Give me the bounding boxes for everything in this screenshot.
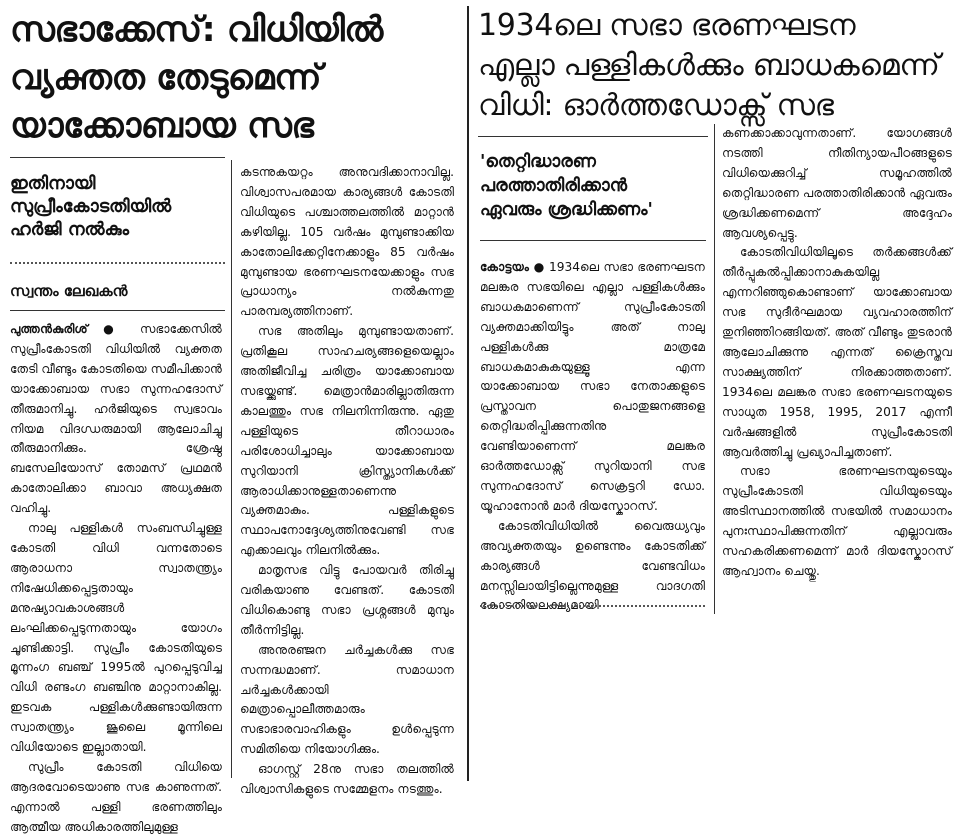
right-col2-para-3: സഭാ ഭരണഘടനയുടെയും സുപ്രീംകോടതി വിധിയുടെയും അടിസ്ഥാനത്തിൽ സഭയിൽ സമാധാനം പുനഃസ്ഥാപിക്കുന്നതിന് എല്ലാവരും സഹകരിക്കണമെന്ന് മാർ ദിയസ്കോറസ് ആഹ്വാനം ചെയ്തു. bbox=[722, 464, 952, 578]
left-headline-line-1: സഭാക്കേസ്: വിധിയിൽ bbox=[10, 10, 383, 50]
right-column-divider bbox=[714, 124, 715, 614]
right-col1-para-1-text: 1934ലെ സഭാ ഭരണഘടന മലങ്കര സഭയിലെ എല്ലാ പള്ളികൾക്കും ബാധകമാണെന്ന് സുപ്രീംകോടതി വ്യക്തമാക്കിയിട്ടും അത് നാലു പള്ളികൾക്കു മാത്രമേ ബാധകമാകുകയുള്ളൂ എന്ന യാക്കോബായ സഭാ നേതാക്കളുടെ പ്രസ്താവന പൊതുജനങ്ങളെ തെറ്റിദ്ധരിപ്പിക്കുന്നതിനു വേണ്ടിയാണെന്ന് മലങ്കര ഓർത്തഡോക്സ് സുറിയാനി സഭ സുന്നഹദോസ് സെക്രട്ടറി ഡോ. യൂഹാനോൻ മാർ ദിയസ്കോറസ്. bbox=[480, 260, 705, 513]
left-byline-rule bbox=[10, 310, 225, 311]
right-headline-line-1: 1934ലെ സഭാ ഭരണഘടന bbox=[478, 8, 856, 43]
right-headline-line-2: എല്ലാ പള്ളികൾക്കും ബാധകമെന്ന് bbox=[478, 48, 940, 83]
left-headline bbox=[10, 6, 460, 150]
left-column-1 bbox=[10, 320, 222, 838]
left-subhead bbox=[10, 172, 225, 241]
left-dateline: പുത്തൻകുരിശ് ● bbox=[10, 322, 125, 336]
left-col2-para-3: മാതൃസഭ വിട്ടു പോയവർ തിരിച്ചു വരികയാണു വേണ്ടത്. കോടതി വിധികൊണ്ടു സഭാ പ്രശ്നങ്ങൾ മുമ്പും തീർന്നിട്ടില്ല. bbox=[240, 563, 454, 637]
left-col2-para-4: അനുരഞ്ജന ചർച്ചകൾക്കു സഭ സന്നദ്ധമാണ്. സമാധാന ചർച്ചകൾക്കായി മെത്രാപ്പൊലീത്തമാരും സഭാഭാരവാഹികളും ഉൾപ്പെടുന്ന സമിതിയെ നിയോഗിക്കും. bbox=[240, 642, 454, 757]
left-col1-para-1 bbox=[10, 320, 222, 519]
left-subhead-line-2: സുപ്രീംകോടതിയിൽ bbox=[10, 196, 172, 217]
left-col1-para-1-text: സഭാക്കേസിൽ സുപ്രീംകോടതി വിധിയിൽ വ്യക്തത തേടി വീണ്ടും കോടതിയെ സമീപിക്കാൻ യാക്കോബായ സഭാ സുന്നഹദോസ് തീരുമാനിച്ചു. ഹർജിയുടെ സ്വഭാവം നിയമ വിദഗ്ധരുമായി ആലോചിച്ചു തീരുമാനിക്കും. ശ്രേഷ്ഠ ബസേലിയോസ് തോമസ് പ്രഥമൻ കാതോലിക്കാ ബാവാ അധ്യക്ഷത വഹിച്ചു. bbox=[10, 322, 223, 516]
story-separator bbox=[467, 6, 469, 781]
right-col1-para-1 bbox=[480, 258, 705, 517]
right-dateline: കോട്ടയം ● bbox=[480, 260, 545, 274]
left-headline-rule bbox=[10, 157, 225, 158]
right-column-1 bbox=[480, 258, 705, 616]
right-col2-para-1: കണക്കാക്കാവുന്നതാണ്. യോഗങ്ങൾ നടത്തി നീതിന്യായപീഠങ്ങളുടെ വിധിയെക്കുറിച്ച് സമൂഹത്തിൽ തെറ്റിദ്ധാരണ പരത്താതിരിക്കാൻ ഏവരും ശ്രദ്ധിക്കണമെന്ന് അദ്ദേഹം ആവശ്യപ്പെട്ടു. bbox=[722, 126, 952, 240]
right-headline-line-3: വിധി: ഓർത്തഡോക്സ് സഭ bbox=[478, 88, 834, 123]
left-col2-para-5: ഓഗസ്റ്റ് 28നു സഭാ തലത്തിൽ വിശ്വാസികളുടെ സമ്മേളനം നടത്തും. bbox=[240, 762, 454, 797]
left-headline-line-2: വ്യക്തത തേടുമെന്ന് bbox=[10, 58, 322, 98]
left-subhead-line-3: ഹർജി നൽകും bbox=[10, 219, 130, 240]
right-col2-para-2: കോടതിവിധിയിലൂടെ തർക്കങ്ങൾക്ക് തീർപ്പുകൽപ്പിക്കാനാകുകയില്ല എന്നറിഞ്ഞുകൊണ്ടാണ് യാക്കോബായ സഭ സുദീർഘമായ വ്യവഹാരത്തിന് തുനിഞ്ഞിറങ്ങിയത്. അത് വീണ്ടും തുടരാൻ ആലോചിക്കുന്നു എന്നത് ക്രൈസ്തവ സാക്ഷ്യത്തിന് നിരക്കാത്തതാണ്. 1934ലെ മലങ്കര സഭാ ഭരണഘടനയുടെ സാധുത 1958, 1995, 2017 എന്നീ വർഷങ്ങളിൽ സുപ്രീംകോടതി ആവർത്തിച്ചു പ്രഖ്യാപിച്ചതാണ്. bbox=[722, 245, 952, 459]
right-pull-quote bbox=[480, 150, 706, 222]
left-col1-para-2: നാലു പള്ളികൾ സംബന്ധിച്ചുള്ള കോടതി വിധി വന്നതോടെ ആരാധനാ സ്വാതന്ത്ര്യം നിഷേധിക്കപ്പെട്ടതായും മനുഷ്യാവകാശങ്ങൾ ലംഘിക്കപ്പെടുന്നതായും യോഗം ചൂണ്ടിക്കാട്ടി. സുപ്രീം കോടതിയുടെ മൂന്നംഗ ബഞ്ച് 1995ൽ പുറപ്പെടുവിച്ച വിധി രണ്ടംഗ ബഞ്ചിനു മാറ്റാനാകില്ല. ഇടവക പള്ളികൾക്കുണ്ടായിരുന്ന സ്വാതന്ത്ര്യം ജൂലൈ മൂന്നിലെ വിധിയോടെ ഇല്ലാതായി. bbox=[10, 521, 222, 755]
left-column-divider bbox=[231, 160, 232, 778]
left-column-2 bbox=[240, 163, 454, 800]
right-column-2 bbox=[722, 124, 952, 582]
right-headline-rule bbox=[478, 136, 708, 137]
right-pull-quote-line-3: ഏവരും ശ്രദ്ധിക്കണം' bbox=[480, 200, 653, 220]
left-subhead-divider bbox=[10, 262, 225, 264]
left-subhead-line-1: ഇതിനായി bbox=[10, 173, 96, 194]
right-column-1-end-divider bbox=[480, 605, 705, 607]
right-pull-quote-line-1: 'തെറ്റിദ്ധാരണ bbox=[480, 152, 596, 172]
right-pull-quote-line-2: പരത്താതിരിക്കാൻ bbox=[480, 176, 627, 196]
left-headline-line-3: യാക്കോബായ സഭ bbox=[10, 106, 314, 146]
left-byline: സ്വന്തം ലേഖകൻ bbox=[10, 282, 128, 300]
left-col2-para-2: സഭ അതിലും മുമ്പുണ്ടായതാണ്. പ്രതികൂല സാഹചര്യങ്ങളെയെല്ലാം അതിജീവിച്ച ചരിത്രം യാക്കോബായ സഭയ്ക്കുണ്ട്. മെത്രാൻമാരില്ലാതിരുന്ന കാലത്തും സഭ നിലനിന്നിരുന്നു. ഏതു പള്ളിയുടെ തീറാധാരം പരിശോധിച്ചാലും യാക്കോബായ സുറിയാനി ക്രിസ്ത്യാനികൾക്ക് ആരാധിക്കാനുള്ളതാണെന്നു വ്യക്തമാകും. പള്ളികളുടെ സ്ഥാപനോദ്ദേശ്യത്തിനുവേണ്ടി സഭ എക്കാലവും നിലനിൽക്കും. bbox=[240, 324, 454, 558]
left-col2-para-1: കടന്നുകയറ്റം അനുവദിക്കാനാവില്ല. വിശ്വാസപരമായ കാര്യങ്ങൾ കോടതി വിധിയുടെ പശ്ചാത്തലത്തിൽ മാറ്റാൻ കഴിയില്ല. 105 വർഷം മുമ്പുണ്ടാക്കിയ കാതോലിക്കേറ്റിനേക്കാളും 85 വർഷം മുമ്പുണ്ടായ ഭരണഘടനയേക്കാളും സഭ പ്രാധാന്യം നൽകുന്നതു പാരമ്പര്യത്തിനാണ്. bbox=[240, 165, 454, 319]
right-pull-quote-rule bbox=[480, 240, 706, 241]
left-col1-para-3: സുപ്രീം കോടതി വിധിയെ ആദരവോടെയാണു സഭ കാണുന്നത്. എന്നാൽ പള്ളി ഭരണത്തിലും ആത്മീയ അധികാരത്തിലുമുള്ള bbox=[10, 759, 222, 834]
right-headline bbox=[478, 6, 956, 126]
right-col1-para-2: കോടതിവിധിയിൽ വൈരുധ്യവും അവ്യക്തതയും ഉണ്ടെന്നും കോടതിക്ക് കാര്യങ്ങൾ വേണ്ടവിധം മനസ്സിലായിട്ടില്ലെന്നുമുള്ള വാദഗതി കോടതിയലക്ഷ്യമായി bbox=[480, 518, 705, 613]
